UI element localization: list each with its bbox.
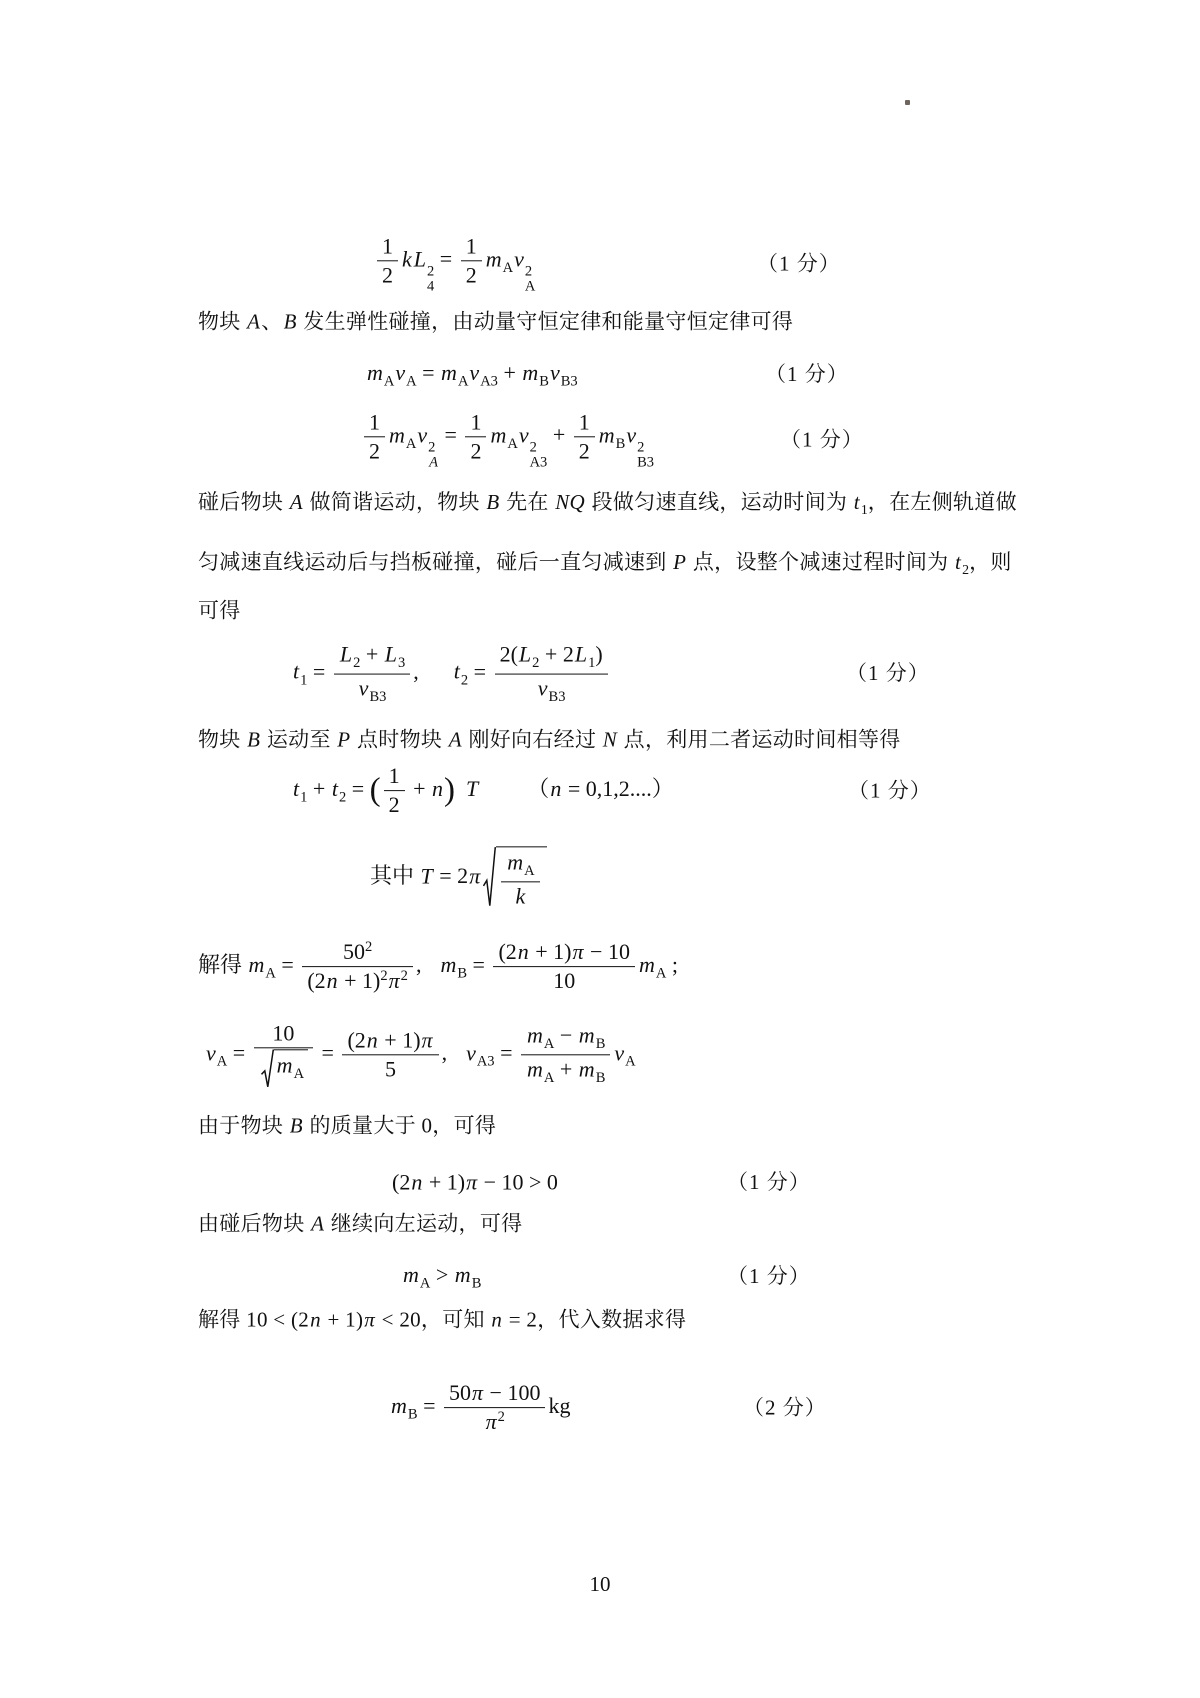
math-text: 段做匀速直线，运动时间为 xyxy=(586,489,853,514)
math-text: = xyxy=(468,659,492,685)
math-text: (2 xyxy=(307,968,326,994)
fraction-numerator xyxy=(377,233,398,261)
math-subscript: 2 xyxy=(962,562,970,578)
math-text: 2 xyxy=(382,262,393,288)
math-subscript: A3 xyxy=(529,454,548,471)
math-variable: m xyxy=(276,1052,293,1078)
equation-line xyxy=(0,233,1200,294)
equation-line xyxy=(0,939,1200,995)
math-text: = xyxy=(494,1040,518,1066)
fraction-numerator xyxy=(302,939,413,967)
math-text: = xyxy=(307,659,331,685)
math-fraction xyxy=(465,409,486,465)
math-variable: t xyxy=(331,776,338,802)
math-text: 继续向左运动，可得 xyxy=(325,1211,523,1236)
math-subsup xyxy=(428,440,439,470)
math-text: (2 xyxy=(392,1169,411,1195)
math-subscript: A xyxy=(524,278,536,295)
math-subscript: 4 xyxy=(427,278,435,295)
math-variable: m xyxy=(485,246,502,272)
math-subscript: 1 xyxy=(588,655,596,672)
math-fraction xyxy=(501,849,539,909)
math-variable: v xyxy=(469,359,480,385)
fraction-numerator xyxy=(444,1380,545,1408)
math-fraction xyxy=(377,233,398,289)
math-subscript: B3 xyxy=(548,689,566,706)
math-subscript: 1 xyxy=(300,672,308,689)
math-variable: m xyxy=(522,359,539,385)
math-subscript: A xyxy=(543,1070,555,1087)
math-variable: π xyxy=(466,1169,478,1195)
math-fraction xyxy=(384,763,405,819)
math-variable: m xyxy=(527,1022,543,1048)
equation-line xyxy=(0,642,1200,707)
math-text: − 100 xyxy=(484,1380,541,1406)
math-paren: ( xyxy=(369,772,381,808)
math-subscript: A xyxy=(405,435,417,452)
fraction-denominator xyxy=(342,1056,438,1083)
math-variable: m xyxy=(248,952,265,978)
math-superscript: 2 xyxy=(524,263,533,280)
math-subscript: 3 xyxy=(398,655,406,672)
math-variable: v xyxy=(395,359,406,385)
math-variable: m xyxy=(507,849,524,875)
math-text: + 1) xyxy=(378,1027,421,1053)
math-text: 1 xyxy=(382,233,393,259)
fraction-numerator xyxy=(342,1027,438,1055)
math-text: = xyxy=(275,952,300,978)
math-variable: P xyxy=(337,727,351,752)
math-variable: P xyxy=(673,549,687,574)
math-variable: B xyxy=(289,1113,303,1138)
fraction-denominator xyxy=(574,438,595,465)
math-variable: L xyxy=(574,641,588,667)
math-text: − 10 xyxy=(584,939,630,965)
math-variable: t xyxy=(293,659,300,685)
math-variable: v xyxy=(549,359,560,385)
math-fraction xyxy=(444,1380,545,1436)
math-variable: m xyxy=(403,1261,419,1287)
radicand xyxy=(496,846,546,909)
math-text: 点，设整个减速过程时间为 xyxy=(687,549,954,574)
radical-symbol-icon xyxy=(483,846,496,909)
math-square-root xyxy=(483,846,546,909)
equation-line xyxy=(0,1169,1200,1198)
fraction-denominator xyxy=(254,1049,313,1090)
math-variable: v xyxy=(626,422,637,448)
fraction-denominator xyxy=(495,675,608,707)
math-text: ; xyxy=(666,952,678,978)
math-subscript: B3 xyxy=(369,689,387,706)
math-variable: A xyxy=(448,727,462,752)
math-text: , xyxy=(415,952,422,978)
math-subscript: 2 xyxy=(460,672,469,689)
math-text: + 1) xyxy=(338,968,381,994)
score-label: （2 分） xyxy=(743,1395,827,1420)
math-fraction xyxy=(302,939,413,995)
page-number: 10 xyxy=(589,1572,611,1596)
math-subscript: A xyxy=(457,373,469,390)
math-subscript: A xyxy=(406,373,417,390)
score-label: （1 分） xyxy=(848,778,932,803)
math-text: + xyxy=(497,359,522,385)
math-variable: t xyxy=(853,489,860,514)
math-variable: v xyxy=(417,422,428,448)
math-text: 由碰后物块 xyxy=(198,1211,311,1236)
math-subsup xyxy=(525,264,535,294)
math-variable: N xyxy=(602,727,618,752)
math-variable: A xyxy=(311,1211,325,1236)
math-variable: π xyxy=(364,1307,376,1332)
paragraph-line xyxy=(0,489,1200,519)
math-subscript: A xyxy=(655,965,667,982)
math-variable: n xyxy=(517,939,529,965)
math-text: 2 xyxy=(388,792,400,818)
math-superscript: 2 xyxy=(428,439,436,456)
math-text: 其中 xyxy=(370,863,420,889)
math-text: = 2，代入数据求得 xyxy=(503,1307,687,1332)
math-variable: m xyxy=(527,1056,543,1082)
equation-line xyxy=(0,1020,1200,1089)
paragraph-line xyxy=(0,1112,1200,1139)
radical-symbol-icon xyxy=(261,1050,274,1090)
math-subscript: 2 xyxy=(338,789,347,806)
math-subscript: A xyxy=(293,1066,305,1083)
math-variable: n xyxy=(411,1169,423,1195)
math-text: 发生弹性碰撞，由动量守恒定律和能量守恒定律可得 xyxy=(297,309,794,334)
math-text: 5 xyxy=(385,1056,397,1082)
math-subscript: B3 xyxy=(560,373,578,390)
equation-line xyxy=(0,846,1200,909)
math-fraction xyxy=(521,1023,610,1088)
math-text: 1 xyxy=(465,233,477,259)
math-variable: m xyxy=(638,952,655,978)
math-subscript: A xyxy=(265,965,276,982)
math-variable: L xyxy=(339,641,353,667)
math-text: = 0,1,2....） xyxy=(562,776,674,802)
math-text: 10 xyxy=(553,968,576,994)
math-text: 物块 xyxy=(198,727,247,752)
paragraph-line xyxy=(0,1306,1200,1333)
equation-line xyxy=(0,409,1200,470)
math-variable: L xyxy=(413,246,427,272)
math-text: 1 xyxy=(369,409,380,435)
math-text: 1 xyxy=(470,409,482,435)
math-fraction xyxy=(493,939,635,995)
math-text: 、 xyxy=(261,309,283,334)
math-text: 10 xyxy=(272,1020,295,1046)
scan-artifact-dot xyxy=(905,100,910,105)
math-text: 碰后物块 xyxy=(198,489,289,514)
fraction-denominator xyxy=(364,438,385,465)
fraction-denominator xyxy=(444,1409,545,1436)
math-text: + xyxy=(360,641,384,667)
math-text: 2 xyxy=(578,438,590,464)
fraction-numerator xyxy=(384,763,405,791)
fraction-numerator xyxy=(334,642,410,675)
math-subscript: B xyxy=(595,1036,606,1053)
math-variable: m xyxy=(454,1261,471,1287)
math-variable: B xyxy=(283,309,297,334)
math-text: + xyxy=(407,776,432,802)
math-variable: v xyxy=(206,1040,216,1066)
math-variable: n xyxy=(310,1307,321,1332)
score-label: （1 分） xyxy=(727,1170,811,1195)
math-text: = xyxy=(416,359,441,385)
fraction-numerator xyxy=(461,233,482,261)
math-subscript: A xyxy=(507,435,518,452)
fraction-numerator xyxy=(465,409,486,437)
fraction-denominator xyxy=(501,882,539,909)
math-subscript: 2 xyxy=(532,655,540,672)
math-text: + 1) xyxy=(423,1169,466,1195)
math-subscript: B xyxy=(407,1406,418,1423)
math-text: = xyxy=(346,776,370,802)
math-subscript: 1 xyxy=(860,502,868,518)
math-variable: v xyxy=(358,675,369,701)
math-variable: m xyxy=(389,422,405,448)
math-variable: v xyxy=(518,422,529,448)
math-text: kg xyxy=(548,1393,571,1419)
math-subsup xyxy=(637,440,654,470)
math-text: (2 xyxy=(498,939,517,965)
math-superscript: 2 xyxy=(529,439,537,456)
fraction-denominator xyxy=(493,968,635,995)
math-variable: B xyxy=(486,489,500,514)
math-subscript: A xyxy=(625,1053,636,1070)
math-variable: π xyxy=(388,968,400,994)
math-text: , xyxy=(413,659,419,685)
math-text: + xyxy=(547,422,571,448)
math-text: = 2 xyxy=(433,863,469,889)
math-text: + xyxy=(554,1056,578,1082)
math-variable: π xyxy=(421,1027,433,1053)
paragraph-line xyxy=(0,549,1200,579)
math-variable: m xyxy=(490,422,507,448)
math-subscript: B xyxy=(471,1275,482,1292)
equation-line xyxy=(0,763,1200,819)
math-text: = xyxy=(316,1040,340,1066)
math-text: − xyxy=(554,1022,578,1048)
fraction-numerator xyxy=(254,1020,313,1048)
math-text: − 10 > 0 xyxy=(478,1169,558,1195)
math-variable: t xyxy=(293,776,300,802)
math-text: = xyxy=(417,1393,441,1419)
math-variable: v xyxy=(514,246,524,272)
math-subscript: A xyxy=(543,1036,555,1053)
math-subscript: A xyxy=(524,862,535,879)
math-subscript: B xyxy=(539,373,549,390)
math-text: 先在 xyxy=(500,489,555,514)
math-subscript: A xyxy=(429,454,439,471)
math-text: ) xyxy=(595,641,603,667)
math-text: < 20，可知 xyxy=(376,1307,491,1332)
math-variable: B xyxy=(247,727,261,752)
fraction-denominator xyxy=(377,262,398,289)
math-variable: m xyxy=(578,1056,595,1082)
math-fraction xyxy=(334,642,410,707)
score-label: （1 分） xyxy=(727,1264,811,1289)
math-text: 2 xyxy=(465,262,477,288)
math-variable: T xyxy=(466,776,479,802)
math-text: 50 xyxy=(449,1380,471,1406)
math-text: > xyxy=(430,1261,454,1287)
math-superscript: 2 xyxy=(497,1409,505,1426)
math-text: 物块 xyxy=(198,309,247,334)
fraction-denominator xyxy=(461,262,482,289)
math-text: 可得 xyxy=(198,598,241,623)
math-text: = xyxy=(467,952,491,978)
math-text: = xyxy=(439,422,463,448)
math-variable: n xyxy=(491,1307,503,1332)
math-variable: m xyxy=(440,952,457,978)
math-variable: m xyxy=(391,1393,407,1419)
math-text: + xyxy=(307,776,331,802)
fraction-numerator xyxy=(364,409,385,437)
paragraph-line xyxy=(0,308,1200,335)
math-text: 解得 10 < (2 xyxy=(198,1307,310,1332)
paragraph-line xyxy=(0,597,1200,624)
math-text: 1 xyxy=(578,409,590,435)
math-variable: π xyxy=(485,1409,497,1435)
fraction-denominator xyxy=(521,1056,610,1088)
score-label: （1 分） xyxy=(757,251,841,276)
fraction-numerator xyxy=(501,849,539,882)
math-subscript: 1 xyxy=(300,789,308,806)
math-text: 点，利用二者运动时间相等得 xyxy=(618,727,901,752)
score-label: （1 分） xyxy=(765,362,849,387)
math-variable: A xyxy=(247,309,261,334)
math-subscript: A xyxy=(383,373,395,390)
math-variable: n xyxy=(550,776,562,802)
math-variable: n xyxy=(432,776,444,802)
math-subscript: B xyxy=(615,435,626,452)
math-superscript: 2 xyxy=(400,968,408,985)
math-subscript: A xyxy=(502,259,514,276)
math-text: 匀减速直线运动后与挡板碰撞，碰后一直匀减速到 xyxy=(198,549,673,574)
math-variable: t xyxy=(453,659,460,685)
fraction-denominator xyxy=(465,438,486,465)
math-variable: m xyxy=(441,359,457,385)
fraction-numerator xyxy=(493,939,635,967)
math-subscript: B3 xyxy=(637,454,655,471)
math-superscript: 2 xyxy=(637,439,645,456)
math-text: 2 xyxy=(369,438,380,464)
math-text: 的质量大于 0，可得 xyxy=(303,1113,497,1138)
paragraph-line xyxy=(0,726,1200,753)
equation-line xyxy=(0,1380,1200,1436)
score-label: （1 分） xyxy=(846,661,930,686)
math-text: 2 xyxy=(470,438,482,464)
math-variable: NQ xyxy=(555,489,586,514)
math-variable: L xyxy=(384,641,397,667)
math-text: , xyxy=(441,1040,448,1066)
fraction-numerator xyxy=(521,1023,610,1056)
math-variable: π xyxy=(472,1380,484,1406)
math-fraction xyxy=(461,233,482,289)
math-text: + 2 xyxy=(539,641,574,667)
math-superscript: 2 xyxy=(427,263,435,280)
math-text: + 1) xyxy=(321,1307,364,1332)
equation-line xyxy=(0,359,1200,391)
math-text: = xyxy=(434,246,458,272)
math-subscript: A xyxy=(216,1053,228,1070)
math-superscript: 2 xyxy=(364,939,373,956)
math-subscript: A3 xyxy=(476,1053,495,1070)
math-text: 刚好向右经过 xyxy=(462,727,602,752)
fraction-numerator xyxy=(495,642,608,675)
equation-line xyxy=(0,1261,1200,1293)
math-variable: A xyxy=(289,489,303,514)
math-fraction xyxy=(254,1020,313,1089)
math-variable: n xyxy=(366,1027,378,1053)
math-variable: v xyxy=(537,675,548,701)
fraction-denominator xyxy=(302,968,413,995)
score-label: （1 分） xyxy=(780,427,864,452)
math-text: 解得 xyxy=(198,952,248,978)
math-variable: π xyxy=(469,863,481,889)
math-variable: m xyxy=(598,422,615,448)
math-fraction xyxy=(495,642,608,707)
math-variable: T xyxy=(420,863,433,889)
math-text: 运动至 xyxy=(261,727,337,752)
math-text: + 1) xyxy=(529,939,572,965)
math-variable: n xyxy=(326,968,338,994)
radicand xyxy=(274,1050,308,1090)
math-text: ，在左侧轨道做 xyxy=(867,489,1017,514)
math-text: 1 xyxy=(388,763,400,789)
math-variable: v xyxy=(466,1040,476,1066)
math-fraction xyxy=(574,409,595,465)
math-text: （ xyxy=(527,776,550,802)
math-superscript: 2 xyxy=(380,968,388,985)
math-text: 点时物块 xyxy=(351,727,448,752)
math-text: = xyxy=(227,1040,251,1066)
math-subsup xyxy=(530,440,548,470)
math-square-root xyxy=(261,1050,308,1090)
math-text: 做简谐运动，物块 xyxy=(303,489,486,514)
math-variable: π xyxy=(572,939,584,965)
math-text: (2 xyxy=(347,1027,366,1053)
math-subscript: A3 xyxy=(480,373,498,390)
math-paren: ) xyxy=(444,772,456,808)
math-fraction xyxy=(342,1027,438,1083)
fraction-denominator xyxy=(384,792,405,819)
math-text: 2( xyxy=(499,641,518,667)
math-variable: v xyxy=(614,1040,625,1066)
math-variable: L xyxy=(518,641,532,667)
math-variable: t xyxy=(955,549,962,574)
math-variable: k xyxy=(402,246,412,272)
math-fraction xyxy=(364,409,385,465)
math-variable: m xyxy=(578,1022,595,1048)
math-text: ，则 xyxy=(969,549,1012,574)
math-subscript: 2 xyxy=(353,655,361,672)
math-variable: k xyxy=(515,883,526,909)
paragraph-line xyxy=(0,1210,1200,1237)
math-subscript: B xyxy=(457,965,468,982)
math-text: 50 xyxy=(342,939,365,965)
math-subscript: A xyxy=(419,1275,431,1292)
fraction-denominator xyxy=(334,675,410,707)
fraction-numerator xyxy=(574,409,595,437)
math-variable: m xyxy=(367,359,383,385)
math-text: 由于物块 xyxy=(198,1113,289,1138)
math-subscript: B xyxy=(595,1070,606,1087)
